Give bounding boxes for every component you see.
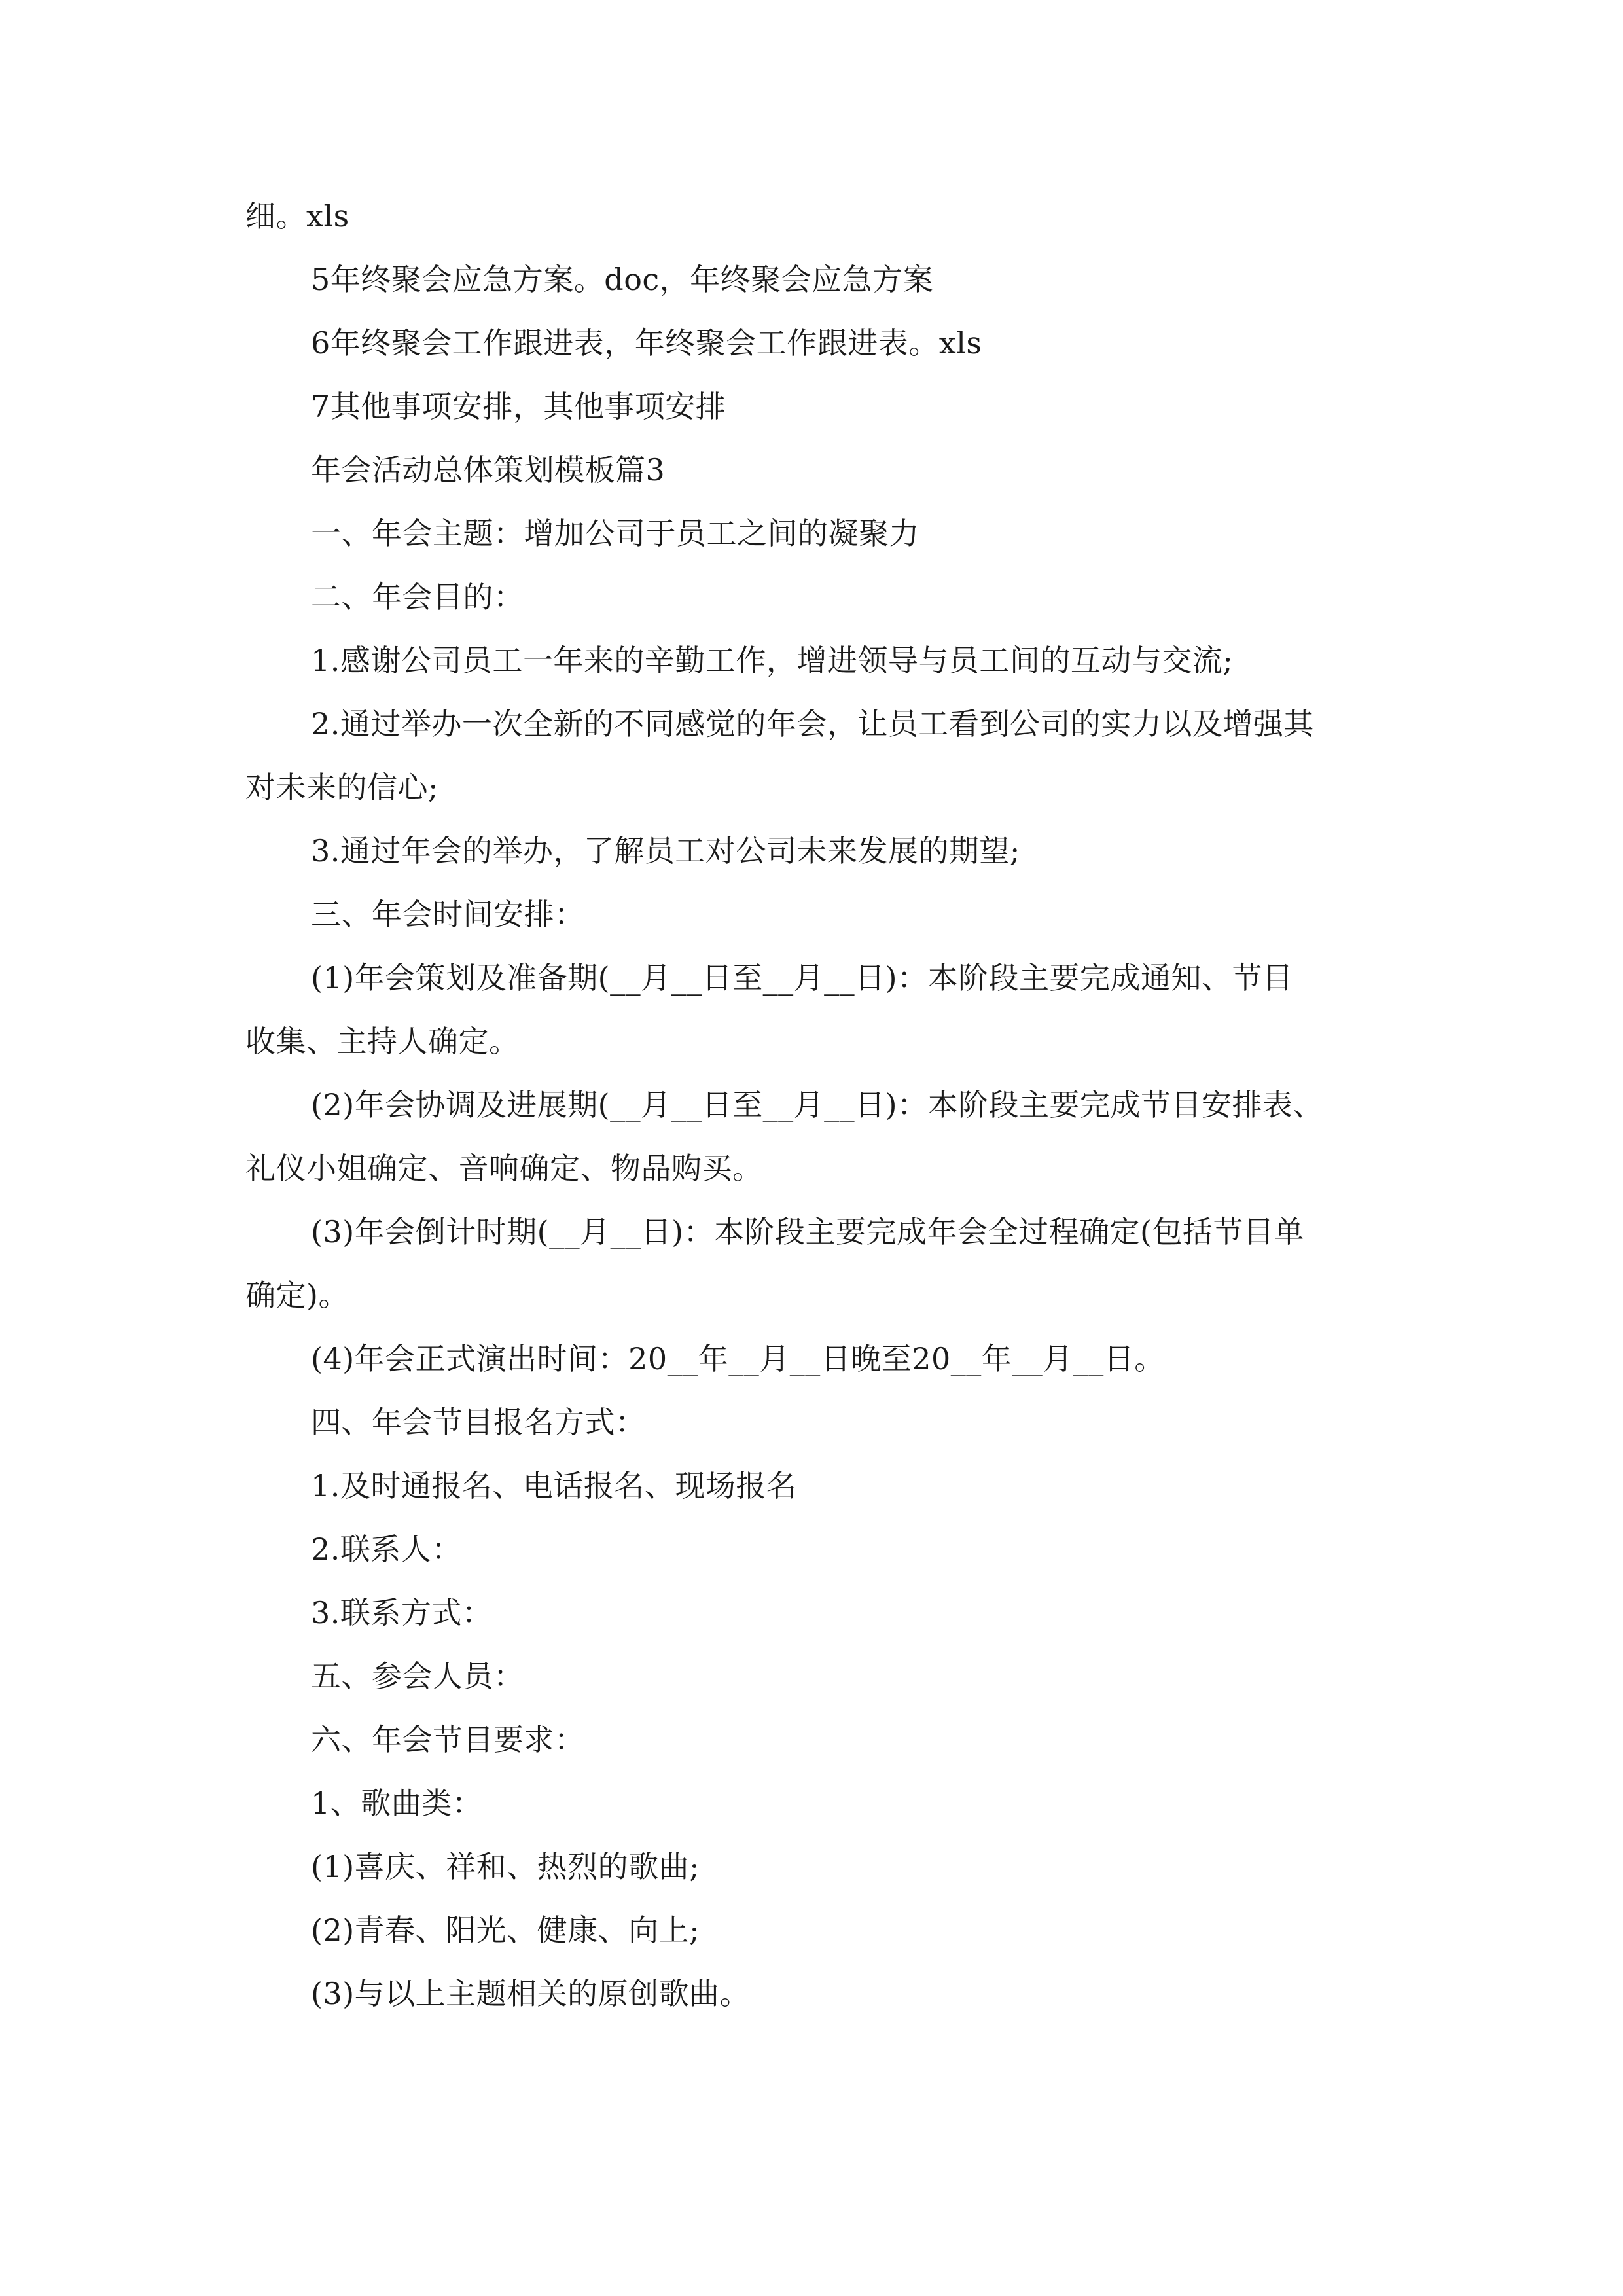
text-line: (1)年会策划及准备期(__月__日至__月__日)：本阶段主要完成通知、节目 [311, 960, 1293, 996]
text-line: 6年终聚会工作跟进表，年终聚会工作跟进表。xls [311, 325, 982, 361]
text-line: 1.感谢公司员工一年来的辛勤工作，增进领导与员工间的互动与交流; [311, 643, 1234, 678]
text-line: (2)年会协调及进展期(__月__日至__月__日)：本阶段主要完成节目安排表、 [311, 1087, 1324, 1122]
text-line: 一、年会主题：增加公司于员工之间的凝聚力 [311, 516, 919, 551]
text-line: (1)喜庆、祥和、热烈的歌曲; [311, 1849, 700, 1884]
text-line: 2.通过举办一次全新的不同感觉的年会，让员工看到公司的实力以及增强其 [311, 706, 1314, 742]
text-line: (3)年会倒计时期(__月__日)：本阶段主要完成年会全过程确定(包括节目单 [311, 1214, 1304, 1249]
text-line: (4)年会正式演出时间：20__年__月__日晚至20__年__月__日。 [311, 1341, 1165, 1376]
text-line: 3.联系方式： [311, 1595, 493, 1630]
text-line: 收集、主持人确定。 [245, 1024, 520, 1059]
text-line: (3)与以上主题相关的原创歌曲。 [311, 1976, 751, 2011]
text-line: 五、参会人员： [311, 1659, 524, 1694]
text-line: 礼仪小姐确定、音响确定、物品购买。 [245, 1151, 763, 1186]
text-line: 三、年会时间安排： [311, 897, 585, 932]
text-line: 1、歌曲类： [311, 1785, 483, 1821]
text-line: 2.联系人： [311, 1532, 462, 1567]
text-line: 六、年会节目要求： [311, 1722, 585, 1757]
text-line: 5年终聚会应急方案。doc，年终聚会应急方案 [311, 262, 934, 297]
text-line: 四、年会节目报名方式： [311, 1405, 646, 1440]
text-line: 3.通过年会的举办，了解员工对公司未来发展的期望; [311, 833, 1020, 869]
text-line: 对未来的信心; [245, 770, 438, 805]
text-line: 细。xls [245, 198, 349, 234]
text-line: 1.及时通报名、电话报名、现场报名 [311, 1468, 797, 1503]
text-line: 确定)。 [245, 1278, 349, 1313]
text-line: 二、年会目的： [311, 579, 524, 615]
text-line: 7其他事项安排，其他事项安排 [311, 389, 726, 424]
section-heading: 年会活动总体策划模板篇3 [311, 452, 666, 488]
text-line: (2)青春、阳光、健康、向上; [311, 1912, 700, 1948]
